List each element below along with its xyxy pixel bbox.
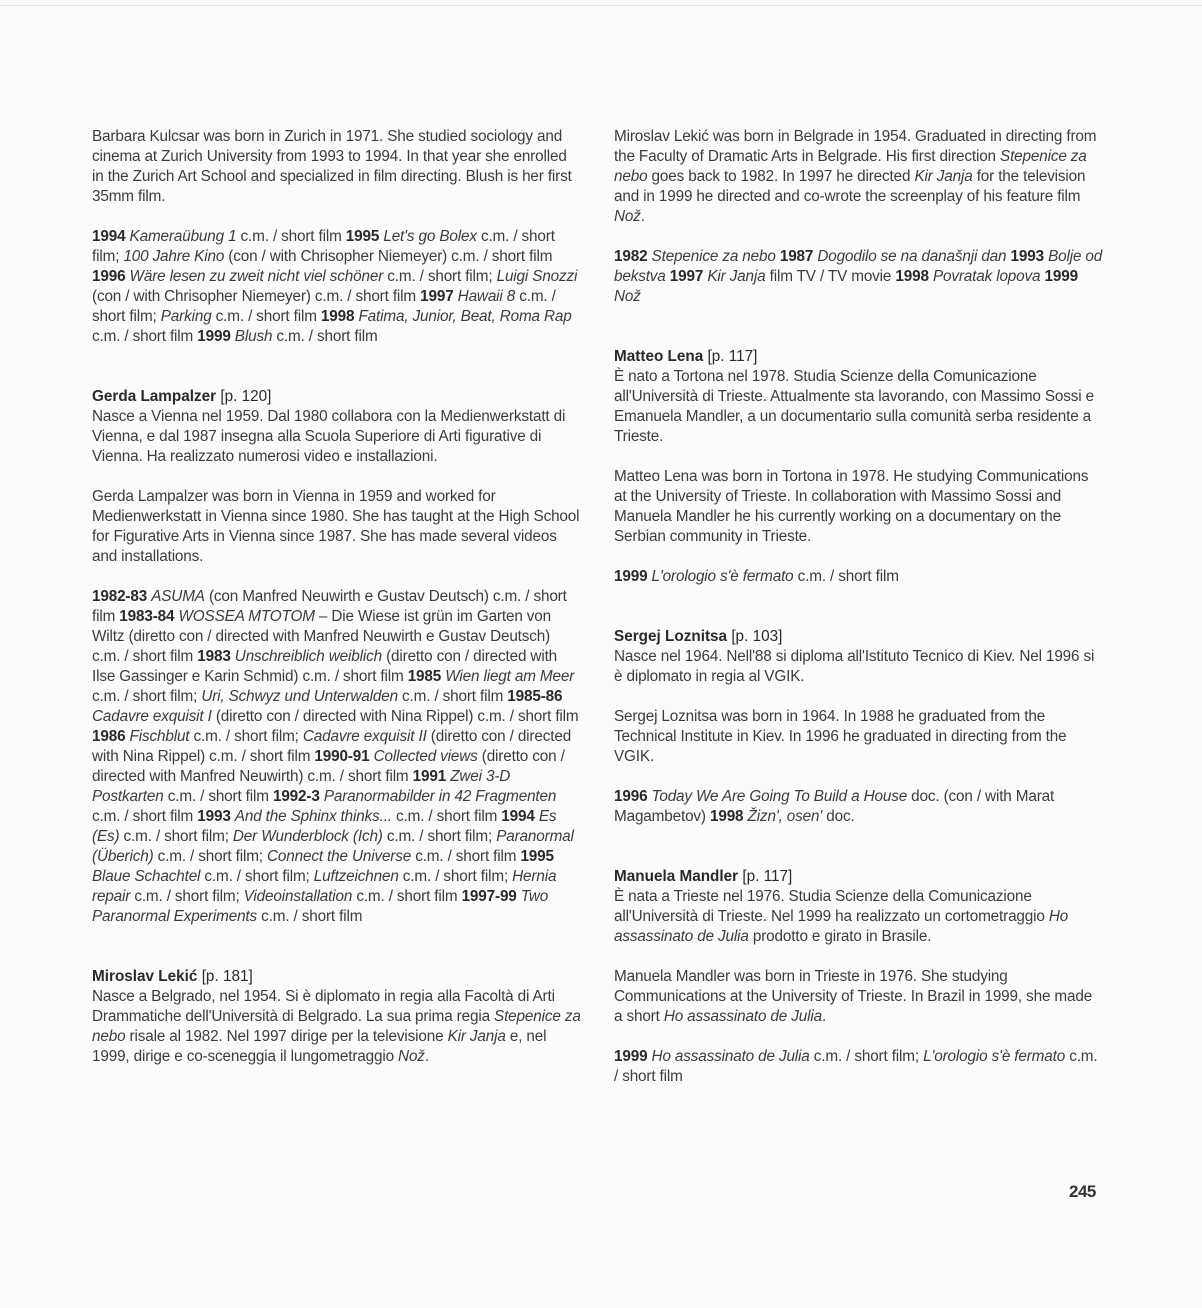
text-run: c.m. / short film [614,1048,1098,1085]
title-text: Hernia repair [92,868,557,905]
year-label: 1987 [779,248,814,265]
text-run: c.m. / short film; [398,868,513,885]
title-text: Paranormal (Überich) [92,828,574,865]
year-label: 1997 [420,288,454,305]
title-text: Blush [234,328,273,345]
title-text: Luftzeichnen [313,868,399,885]
title-text: Žizn', osen' [747,808,823,825]
year-label: 1982 [614,248,648,265]
title-text: Blaue Schachtel [92,868,201,885]
text-run: . [640,208,645,225]
year-label: 1998 [709,808,744,825]
mandler-bio-it [614,887,1104,947]
year-label: 1985 [407,668,442,685]
text-run: c.m. / short film; [153,848,267,865]
title-text: Paranormabilder in 42 Fragmenten [323,788,557,805]
title-text: And the Sphinx thinks... [234,808,392,825]
year-label: 1983-84 [119,608,175,625]
left-column [92,127,582,1087]
loznitsa-name: Sergej Loznitsa [614,628,728,645]
lekic-filmography [614,247,1104,307]
title-text: Kir Janja [914,168,973,185]
text-run: (con / with Chrisopher Niemeyer) c.m. / short film [92,288,421,305]
year-label: 1990-91 [314,748,370,765]
lekic-bio-en [614,127,1104,227]
text-run: (diretto con / directed with Nina Rippel) c.m. / short film [211,708,579,725]
year-label: 1999 [614,1048,648,1065]
year-label: 1997-99 [461,888,517,905]
year-label: 1983 [197,648,231,665]
title-text: Nož [614,208,641,225]
title-text: Stepenice za nebo [92,1008,581,1045]
text-run: c.m. / short film; [189,728,303,745]
text-run: c.m. / short film [793,568,899,585]
lena-name: Matteo Lena [614,348,704,365]
title-text: Fischblut [129,728,190,745]
year-label: 1998 [320,308,355,325]
loznitsa-filmography [614,787,1104,827]
text-run: c.m. / short film [92,328,198,345]
kulcsar-filmography [92,227,582,347]
text-run: c.m. / short film; [92,228,555,265]
text-run: . [821,1008,827,1025]
text-run: c.m. / short film; [119,828,233,845]
text-run: doc. [822,808,855,825]
title-text: Today We Are Going To Build a House [651,788,908,805]
loznitsa-heading [614,627,1104,647]
title-text: L'orologio s'è fermato [651,568,794,585]
title-text: Ho assassinato de Julia [614,908,1069,945]
loznitsa-bio-it: Nasce nel 1964. Nell'88 si diploma all'Istituto Tecnico di Kiev. Nel 1996 si è diplomato in regia al VGIK. [614,648,1095,685]
lampalzer-name: Gerda Lampalzer [92,388,217,405]
text-run: c.m. / short film [391,808,502,825]
lampalzer-filmography [92,587,582,927]
year-label: 1993 [1010,248,1044,265]
title-text: 100 Jahre Kino [123,248,225,265]
title-text: Cadavre exquisit II [302,728,427,745]
text-run: c.m. / short film; [383,268,497,285]
text-run: Nasce a Belgrado, nel 1954. Si è diplomato in regia alla Facoltà di Arti Drammatiche dell'Università di Belgrado. La sua prima regia [92,988,555,1025]
title-text: Kir Janja [707,268,766,285]
lena-filmography [614,567,1104,587]
year-label: 1998 [895,268,929,285]
title-text: Bolje od bekstva [614,248,1103,285]
scan-edge-line [0,5,1202,6]
loznitsa-page-ref: [p. 103] [731,628,783,645]
lena-bio-it: È nato a Tortona nel 1978. Studia Scienze della Comunicazione all'Università di Trieste. Attualmente sta lavorando, con Massimo Sossi e Emanuela Mandler, a un documentario sulla comunità serba residente a Trieste. [614,368,1094,445]
title-text: Let's go Bolex [383,228,477,245]
text-run: c.m. / short film; [200,868,314,885]
title-text: Zwei 3-D Postkarten [92,768,511,805]
loznitsa-bio-en: Sergej Loznitsa was born in 1964. In 1988 he graduated from the Technical Institute in Kiev. In 1996 he graduated in directing from the VGIK. [614,708,1067,765]
title-text: Uri, Schwyz und Unterwalden [201,688,398,705]
lekic-bio-it [92,987,582,1067]
text-run: – Die Wiese ist grün im Garten von Wiltz (diretto con / directed with Manfred Neuwirth e Gustav Deutsch) c.m. / short film [92,608,552,665]
mandler-name: Manuela Mandler [614,868,739,885]
text-run: risale al 1982. Nel 1997 dirige per la televisione [125,1028,448,1045]
year-label: 1993 [197,808,231,825]
title-text: Hawaii 8 [457,288,516,305]
title-text: WOSSEA MTOTOM [178,608,315,625]
year-label: 1986 [92,728,126,745]
title-text: Parking [160,308,212,325]
text-run: c.m. / short film [211,308,321,325]
kulcsar-bio-en: Barbara Kulcsar was born in Zurich in 1971. She studied sociology and cinema at Zurich University from 1993 to 1994. In that year she enrolled in the Zurich Art School and specialized in film directing. Blush is her first 35mm film. [92,128,572,205]
year-label: 1999 [614,568,648,585]
text-run: c.m. / short film [257,908,363,925]
text-run: c.m. / short film; [130,888,244,905]
text-run: c.m. / short film [236,228,346,245]
title-text: Two Paranormal Experiments [92,888,549,925]
title-text: Wien liegt am Meer [445,668,575,685]
title-text: Stepenice za nebo [614,148,1087,185]
year-label: 1995 [520,848,554,865]
text-run: e, nel 1999, dirige e co-sceneggia il lungometraggio [92,1028,547,1065]
title-text: Kir Janja [447,1028,506,1045]
title-text: Fatima, Junior, Beat, Roma Rap [358,308,572,325]
title-text: Stepenice za nebo [651,248,776,265]
title-text: Es (Es) [92,808,557,845]
text-run: (con / with Chrisopher Niemeyer) c.m. / short film [224,248,553,265]
text-run: c.m. / short film [163,788,273,805]
year-label: 1997 [669,268,704,285]
title-text: Videoinstallation [243,888,353,905]
title-text: Dogodilo se na današnji dan [817,248,1007,265]
title-text: Kameraübung 1 [129,228,237,245]
title-text: Cadavre exquisit I [92,708,212,725]
text-run: c.m. / short film [92,808,198,825]
text-run: Manuela Mandler was born in Trieste in 1976. She studying Communications at the University of Trieste. In Brazil in 1999, she made a short [614,968,1093,1025]
year-label: 1994 [501,808,535,825]
text-run: goes back to 1982. In 1997 he directed [647,168,915,185]
title-text: Wäre lesen zu zweit nicht viel schöner [129,268,384,285]
text-run: c.m. / short film; [92,288,556,325]
text-run: c.m. / short film; [382,828,497,845]
year-label: 1999 [1044,268,1078,285]
text-run: (con Manfred Neuwirth e Gustav Deutsch) c.m. / short film [92,588,567,625]
text-run: Miroslav Lekić was born in Belgrade in 1954. Graduated in directing from the Faculty of Dramatic Arts in Belgrade. His first direction [614,128,1097,165]
mandler-filmography [614,1047,1104,1087]
lekic-page-ref: [p. 181] [201,968,253,985]
title-text: Collected views [373,748,478,765]
title-text: Der Wunderblock (Ich) [232,828,383,845]
lena-bio-en: Matteo Lena was born in Tortona in 1978. He studying Communications at the University of Trieste. In collaboration with Massimo Sossi and Manuela Mandler he his currently working on a documentary on the Serbian community in Trieste. [614,468,1089,545]
right-column [614,127,1104,1107]
lampalzer-bio-en: Gerda Lampalzer was born in Vienna in 1959 and worked for Medienwerkstatt in Vienna since 1980. She has taught at the High School for Figurative Arts in Vienna since 1987. She has made several videos and installations. [92,488,580,565]
text-run: (diretto con / directed with Nina Rippel) c.m. / short film [92,728,572,765]
text-run: c.m. / short film; [809,1048,924,1065]
year-label: 1994 [92,228,126,245]
year-label: 1999 [197,328,231,345]
title-text: Unschreiblich weiblich [234,648,382,665]
page-number: 245 [1069,1182,1096,1201]
text-run: prodotto e girato in Brasile. [748,928,932,945]
title-text: Ho assassinato de Julia [651,1048,810,1065]
lampalzer-bio-it: Nasce a Vienna nel 1959. Dal 1980 collabora con la Medienwerkstatt di Vienna, e dal 1987 insegna alla Scuola Superiore di Arti figurative di Vienna. Ha realizzato numerosi video e installazioni. [92,408,566,465]
text-run: for the television and in 1999 he directed and co-wrote the screenplay of his feature film [614,168,1086,205]
year-label: 1996 [614,788,648,805]
text-run: film TV / TV movie [765,268,896,285]
title-text: Ho assassinato de Julia [663,1008,822,1025]
year-label: 1996 [92,268,126,285]
lena-page-ref: [p. 117] [707,348,758,365]
text-run: (diretto con / directed with Ilse Gassinger e Karin Schmid) c.m. / short film [92,648,558,685]
text-run: c.m. / short film [352,888,462,905]
title-text: Povratak lopova [932,268,1041,285]
title-text: L'orologio s'è fermato [923,1048,1066,1065]
title-text: Nož [614,288,641,305]
text-run: doc. (con / with Marat Magambetov) [614,788,1055,825]
lampalzer-heading [92,387,582,407]
lampalzer-page-ref: [p. 120] [220,388,272,405]
year-label: 1992-3 [272,788,320,805]
text-run: c.m. / short film [411,848,521,865]
title-text: Connect the Universe [267,848,412,865]
year-label: 1991 [412,768,447,785]
text-run: È nata a Trieste nel 1976. Studia Scienze della Comunicazione all'Università di Trieste. Nel 1999 ha realizzato un cortometraggio [614,888,1049,925]
text-run: (diretto con / directed with Manfred Neuwirth) c.m. / short film [92,748,565,785]
lena-heading [614,347,1104,367]
text-run: c.m. / short film [397,688,508,705]
title-text: ASUMA [151,588,205,605]
mandler-bio-en [614,967,1104,1027]
lekic-name: Miroslav Lekić [92,968,198,985]
year-label: 1985-86 [507,688,563,705]
mandler-heading [614,867,1104,887]
title-text: Luigi Snozzi [496,268,578,285]
mandler-page-ref: [p. 117] [742,868,793,885]
text-run: c.m. / short film [272,328,378,345]
text-run: c.m. / short film; [92,688,202,705]
text-run: . [424,1048,429,1065]
title-text: Nož [398,1048,425,1065]
year-label: 1995 [345,228,380,245]
lekic-heading [92,967,582,987]
year-label: 1982-83 [92,588,148,605]
